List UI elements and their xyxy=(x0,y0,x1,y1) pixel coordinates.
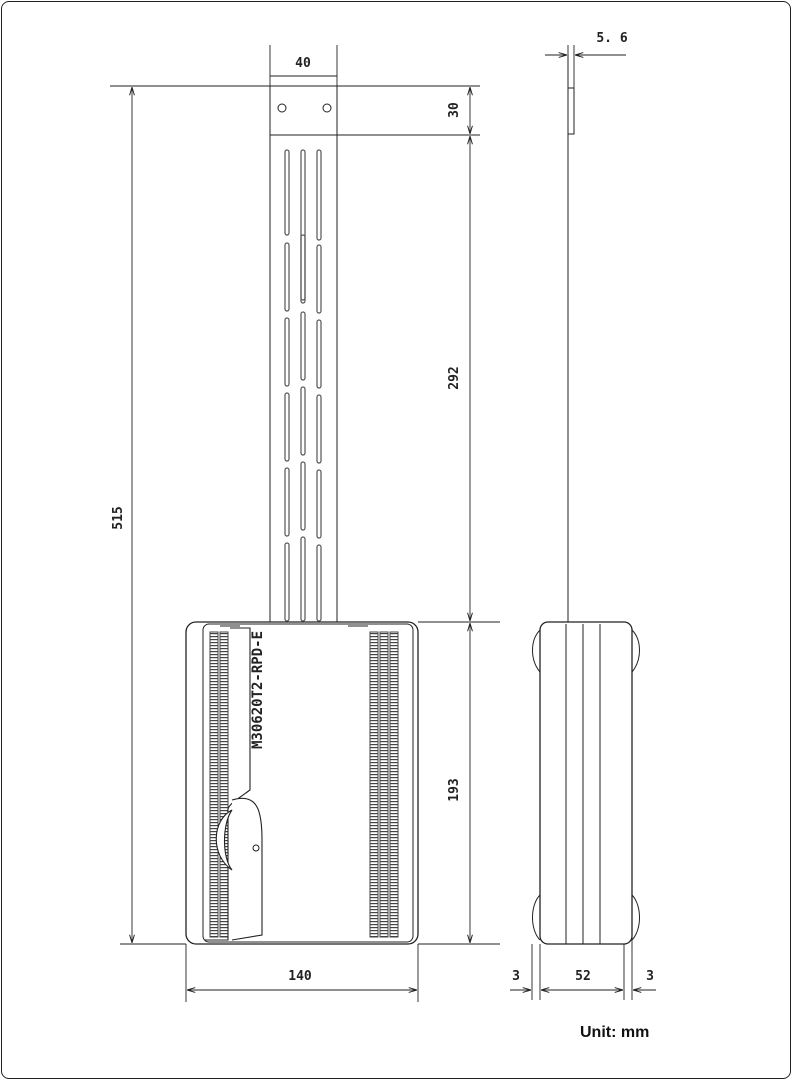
flex-board xyxy=(270,86,337,622)
dim-body-height: 193 xyxy=(447,778,462,802)
probe-body-front xyxy=(186,622,418,944)
dim-cable-length: 292 xyxy=(447,366,462,390)
dim-total-length: 515 xyxy=(111,506,126,530)
unit-label: Unit: mm xyxy=(580,1024,650,1041)
dim-side-left: 3 xyxy=(512,969,520,984)
dim-board-width: 40 xyxy=(295,56,311,71)
product-label: M30620T2-RPD-E xyxy=(250,630,266,750)
dim-body-width: 140 xyxy=(288,969,312,984)
dim-side-depth: 52 xyxy=(575,969,591,984)
dim-board-top-margin: 30 xyxy=(447,102,462,118)
side-view xyxy=(533,55,640,944)
dim-board-thickness: 5. 6 xyxy=(596,31,628,46)
dim-side-right: 3 xyxy=(646,969,654,984)
